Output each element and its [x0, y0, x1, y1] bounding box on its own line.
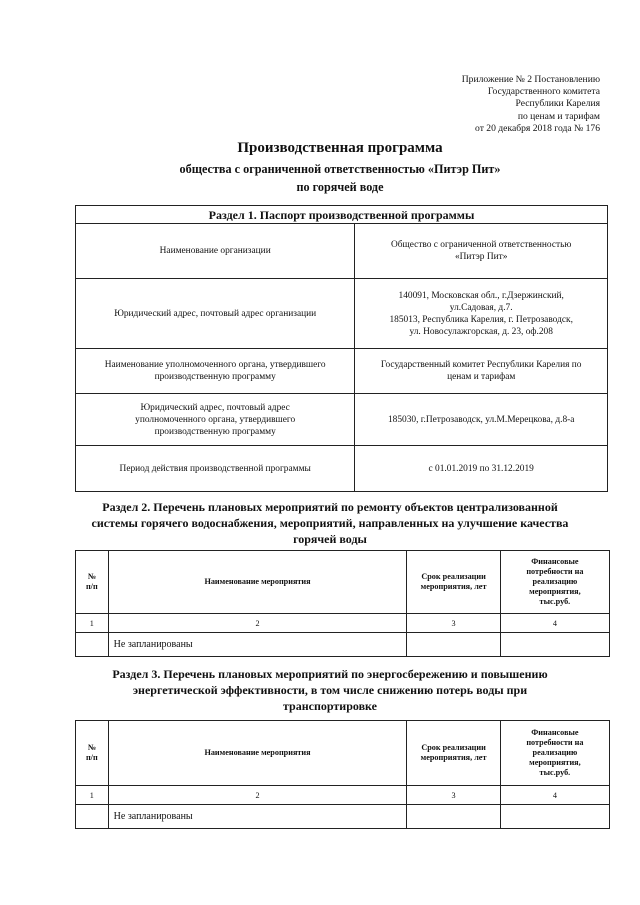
label-line: Наименование организации [159, 246, 271, 256]
table-row [76, 394, 608, 446]
passport-label [76, 446, 355, 492]
passport-label [76, 224, 355, 279]
header-line: Срок реализации [421, 743, 486, 752]
appendix-line: Государственного комитета [487, 86, 600, 98]
table-cell [500, 633, 609, 657]
section-title-line: Раздел 2. Перечень плановых мероприятий по ремонту объектов централизованной [102, 500, 558, 514]
label-line: уполномоченного органа, утвердившего [135, 414, 296, 425]
header-line: Наименование мероприятия [204, 748, 311, 757]
label-line: Период действия производственной программы [119, 463, 311, 474]
passport-value [355, 224, 608, 279]
column-number: 3 [407, 786, 500, 805]
column-number-row [76, 786, 610, 805]
label-line: производственную программу [154, 426, 276, 437]
header-line: тыс.руб. [539, 597, 571, 606]
section-title-line: энергетической эффективности, в том числе снижению потерь воды при [132, 683, 528, 697]
table-cell [76, 633, 109, 657]
passport-value [355, 394, 608, 446]
label-line: производственную программу [154, 372, 276, 382]
header-line: мероприятия, лет [420, 582, 487, 591]
header-finance [500, 721, 609, 786]
column-number: 4 [500, 614, 609, 633]
column-number-row [76, 614, 610, 633]
table-row [76, 224, 608, 279]
table-cell [407, 633, 500, 657]
header-line: № [87, 743, 96, 752]
section3-table [75, 720, 610, 829]
empty-note: Не запланированы [108, 633, 407, 657]
label-line: Юридический адрес, почтовый адрес организации [114, 308, 317, 319]
header-finance [500, 551, 609, 614]
header-line: тыс.руб. [539, 768, 571, 777]
section-title-line: Раздел 3. Перечень плановых мероприятий по энергосбережению и повышению [112, 667, 548, 681]
table-cell [407, 805, 500, 829]
value-line: 185030, г.Петрозаводск, ул.М.Мерецкова, д.8-а [387, 414, 575, 425]
passport-table [75, 205, 608, 492]
value-line: ул.Садовая, д.7. [449, 302, 513, 313]
column-number: 2 [108, 786, 407, 805]
document-subtitle-2: по горячей воде [296, 180, 384, 194]
header-line: потребности на [526, 567, 584, 576]
header-line: мероприятия, [529, 587, 581, 596]
header-line: Срок реализации [421, 572, 486, 581]
passport-heading: Раздел 1. Паспорт производственной программы [76, 206, 608, 224]
header-num [76, 721, 109, 786]
section2-title [40, 499, 620, 547]
passport-label [76, 279, 355, 349]
header-term [407, 721, 500, 786]
label-line: Юридический адрес, почтовый адрес [140, 402, 290, 413]
value-line: «Питэр Пит» [454, 252, 508, 262]
section-title-line: транспортировке [283, 699, 377, 713]
header-line: мероприятия, [529, 758, 581, 767]
column-number: 3 [407, 614, 500, 633]
empty-note: Не запланированы [108, 805, 407, 829]
header-num [76, 551, 109, 614]
table-row [76, 349, 608, 394]
section-title-line: горячей воды [293, 532, 367, 546]
column-number: 1 [76, 786, 109, 805]
passport-value [355, 446, 608, 492]
appendix-line: по ценам и тарифам [517, 110, 600, 122]
table-header-row [76, 551, 610, 614]
header-name [108, 721, 407, 786]
column-number: 2 [108, 614, 407, 633]
header-term [407, 551, 500, 614]
header-line: потребности на [526, 738, 584, 747]
section-title-line: системы горячего водоснабжения, мероприятий, направленных на улучшение качества [91, 516, 569, 530]
header-line: № [87, 572, 96, 581]
table-row [76, 633, 610, 657]
table-row [76, 279, 608, 349]
appendix-note [380, 74, 600, 135]
document-title: Производственная программа [237, 140, 443, 156]
appendix-line: Приложение № 2 Постановлению [461, 74, 600, 85]
label-line: Наименование уполномоченного органа, утвердившего [104, 360, 326, 370]
value-line: с 01.01.2019 по 31.12.2019 [428, 463, 534, 474]
appendix-line: Республики Карелия [515, 98, 600, 110]
value-line: 185013, Республика Карелия, г. Петрозаводск, [389, 314, 573, 325]
value-line: ценам и тарифам [447, 372, 516, 382]
passport-value [355, 279, 608, 349]
table-row [76, 446, 608, 492]
header-line: реализацию [532, 748, 578, 757]
table-header-row [76, 721, 610, 786]
header-line: Финансовые [531, 557, 579, 566]
header-line: Наименование мероприятия [204, 577, 311, 586]
table-cell [76, 805, 109, 829]
header-line: реализацию [532, 577, 578, 586]
column-number: 4 [500, 786, 609, 805]
document-subtitle: общества с ограниченной ответственностью «Питэр Пит» [179, 162, 501, 176]
value-line: Государственный комитет Республики Карелия по [380, 360, 582, 370]
table-cell [500, 805, 609, 829]
passport-label [76, 394, 355, 446]
header-line: п/п [85, 582, 98, 591]
section2-table [75, 550, 610, 657]
header-line: мероприятия, лет [420, 753, 487, 762]
section3-title [40, 666, 620, 714]
passport-value [355, 349, 608, 394]
value-line: Общество с ограниченной ответственностью [391, 240, 572, 250]
value-line: 140091, Московская обл., г.Дзержинский, [398, 290, 564, 301]
value-line: ул. Новосулажгорская, д. 23, оф.208 [409, 326, 553, 337]
table-row [76, 805, 610, 829]
header-line: Финансовые [531, 728, 579, 737]
header-name [108, 551, 407, 614]
passport-label [76, 349, 355, 394]
header-line: п/п [85, 753, 98, 762]
appendix-line: от 20 декабря 2018 года № 176 [475, 122, 600, 134]
column-number: 1 [76, 614, 109, 633]
